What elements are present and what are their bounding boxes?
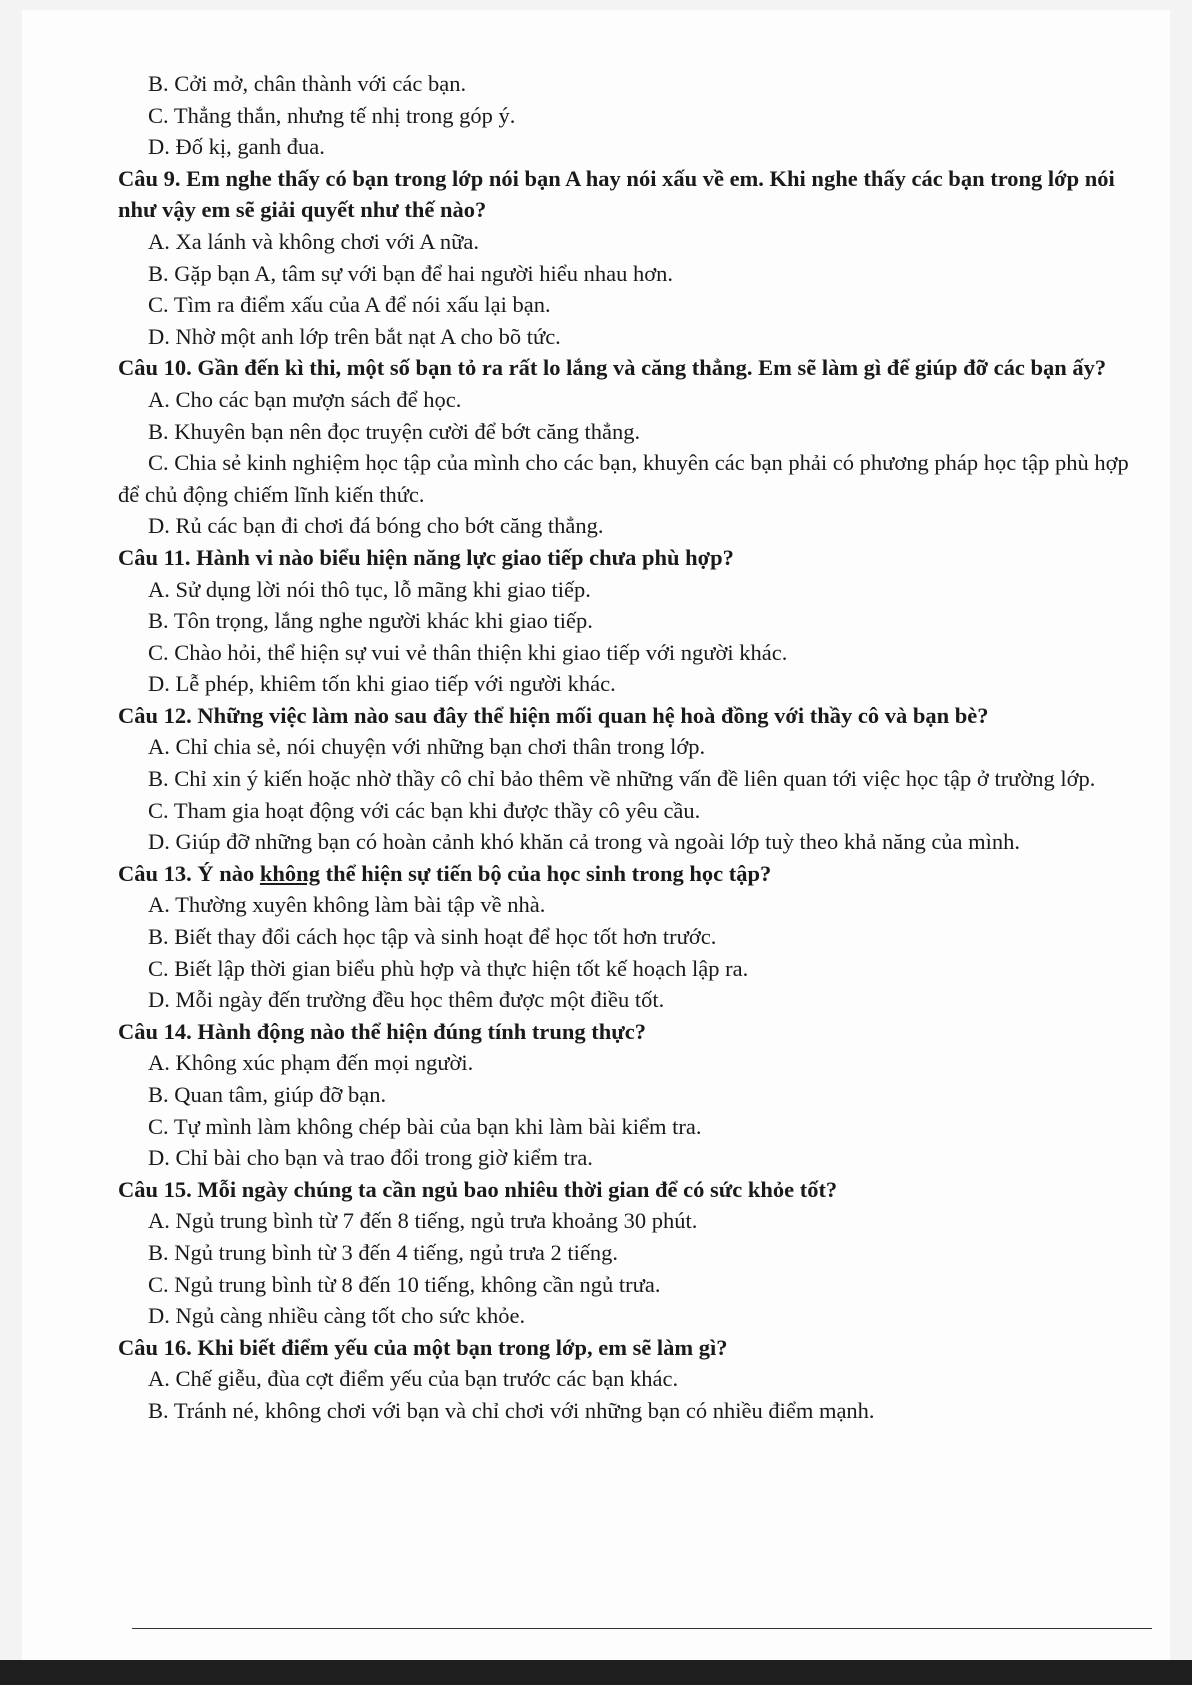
option-11a: A. Sử dụng lời nói thô tục, lỗ mãng khi giao tiếp.: [148, 576, 591, 602]
option-9a: A. Xa lánh và không chơi với A nữa.: [148, 228, 479, 254]
option-14d: D. Chỉ bài cho bạn và trao đổi trong giờ kiểm tra.: [148, 1145, 593, 1171]
question-14: Câu 14. Hành động nào thể hiện đúng tính trung thực?: [118, 1018, 647, 1044]
option-8c: C. Thẳng thắn, nhưng tế nhị trong góp ý.: [148, 102, 516, 128]
option-16a: A. Chế giễu, đùa cợt điểm yếu của bạn trước các bạn khác.: [148, 1366, 679, 1392]
exam-questions: [118, 68, 1154, 1427]
option-12b: B. Chỉ xin ý kiến hoặc nhờ thầy cô chỉ bảo thêm về những vấn đề liên quan tới việc học tập ở trường lớp.: [148, 766, 1096, 792]
question-12: Câu 12. Những việc làm nào sau đây thể hiện mối quan hệ hoà đồng với thầy cô và bạn bè?: [118, 702, 989, 728]
option-16b: B. Tránh né, không chơi với bạn và chỉ chơi với những bạn có nhiều điểm mạnh.: [148, 1397, 875, 1423]
option-9d: D. Nhờ một anh lớp trên bắt nạt A cho bõ tức.: [148, 323, 561, 349]
question-10: Câu 10. Gần đến kì thi, một số bạn tỏ ra rất lo lắng và căng thẳng. Em sẽ làm gì để giúp đỡ các bạn ấy?: [118, 355, 1107, 381]
scan-border: [0, 1660, 1192, 1685]
option-14b: B. Quan tâm, giúp đỡ bạn.: [148, 1082, 387, 1107]
question-9: Câu 9. Em nghe thấy có bạn trong lớp nói bạn A hay nói xấu về em. Khi nghe thấy các bạn trong lớp nói như vậy em sẽ giải quyết như thế nào?: [118, 165, 1115, 223]
question-11: Câu 11. Hành vi nào biểu hiện năng lực giao tiếp chưa phù hợp?: [118, 544, 734, 570]
footer-rule: [132, 1628, 1152, 1629]
question-13-suffix: thể hiện sự tiến bộ của học sinh trong học tập?: [319, 860, 772, 886]
question-13: [118, 858, 1154, 890]
option-14c: C. Tự mình làm không chép bài của bạn khi làm bài kiểm tra.: [148, 1113, 702, 1139]
option-9b: B. Gặp bạn A, tâm sự với bạn để hai người hiểu nhau hơn.: [148, 260, 674, 286]
option-10b: B. Khuyên bạn nên đọc truyện cười để bớt căng thẳng.: [148, 418, 641, 444]
option-8b: B. Cởi mở, chân thành với các bạn.: [148, 71, 467, 96]
question-13-prefix: Câu 13. Ý nào: [118, 860, 260, 886]
option-8d: D. Đố kị, ganh đua.: [148, 134, 325, 160]
option-13d: D. Mỗi ngày đến trường đều học thêm được một điều tốt.: [148, 987, 665, 1013]
option-10a: A. Cho các bạn mượn sách để học.: [148, 386, 462, 412]
question-13-emphasis: không: [259, 860, 320, 886]
question-16: Câu 16. Khi biết điểm yếu của một bạn trong lớp, em sẽ làm gì?: [118, 1334, 728, 1360]
option-15b: B. Ngủ trung bình từ 3 đến 4 tiếng, ngủ trưa 2 tiếng.: [148, 1239, 618, 1265]
option-9c: C. Tìm ra điểm xấu của A để nói xấu lại bạn.: [148, 292, 551, 318]
option-10d: D. Rủ các bạn đi chơi đá bóng cho bớt căng thẳng.: [148, 513, 604, 539]
option-10c: C. Chia sẻ kinh nghiệm học tập của mình cho các bạn, khuyên các bạn phải có phương pháp học tập phù hợp để chủ động chiếm lĩnh kiến thức.: [118, 450, 1129, 507]
question-15: Câu 15. Mỗi ngày chúng ta cần ngủ bao nhiêu thời gian để có sức khỏe tốt?: [118, 1176, 838, 1202]
option-13b: B. Biết thay đổi cách học tập và sinh hoạt để học tốt hơn trước.: [148, 924, 717, 950]
option-12c: C. Tham gia hoạt động với các bạn khi được thầy cô yêu cầu.: [148, 797, 701, 823]
option-11b: B. Tôn trọng, lắng nghe người khác khi giao tiếp.: [148, 608, 593, 634]
option-15d: D. Ngủ càng nhiều càng tốt cho sức khỏe.: [148, 1303, 526, 1329]
option-11d: D. Lễ phép, khiêm tốn khi giao tiếp với người khác.: [148, 671, 616, 697]
option-12d: D. Giúp đỡ những bạn có hoàn cảnh khó khăn cả trong và ngoài lớp tuỳ theo khả năng của mình.: [148, 829, 1021, 855]
option-11c: C. Chào hỏi, thể hiện sự vui vẻ thân thiện khi giao tiếp với người khác.: [148, 639, 788, 665]
option-15c: C. Ngủ trung bình từ 8 đến 10 tiếng, không cần ngủ trưa.: [148, 1271, 661, 1297]
option-14a: A. Không xúc phạm đến mọi người.: [148, 1050, 474, 1076]
option-13a: A. Thường xuyên không làm bài tập về nhà.: [148, 892, 546, 918]
option-12a: A. Chỉ chia sẻ, nói chuyện với những bạn chơi thân trong lớp.: [148, 734, 706, 760]
option-15a: A. Ngủ trung bình từ 7 đến 8 tiếng, ngủ trưa khoảng 30 phút.: [148, 1208, 698, 1234]
option-13c: C. Biết lập thời gian biểu phù hợp và thực hiện tốt kế hoạch lập ra.: [148, 955, 749, 981]
